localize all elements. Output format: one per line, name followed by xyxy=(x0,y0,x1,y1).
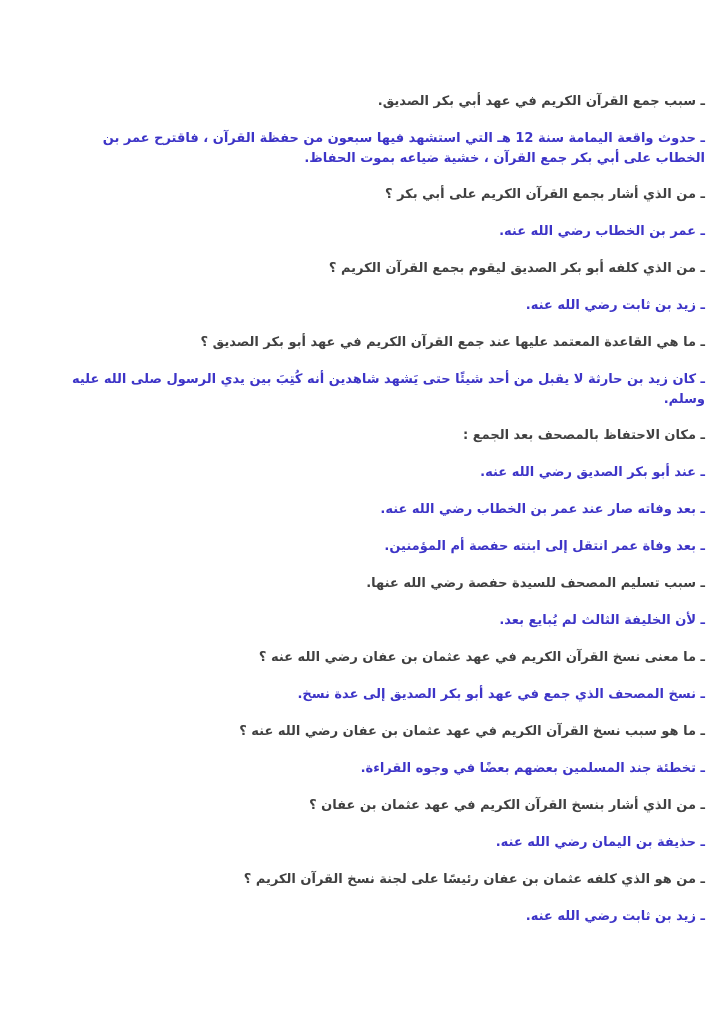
question-line: ـ ما معنى نسخ القرآن الكريم في عهد عثمان بن عفان رضي الله عنه ؟ xyxy=(258,650,705,665)
question-line: ـ سبب تسليم المصحف للسيدة حفصة رضي الله عنها. xyxy=(366,576,705,591)
answer-line: ـ كان زيد بن حارثة لا يقبل من أحد شيئًا حتى يَشهد شاهدين أنه كُتِبَ بين يدي الرسول صلى الله عليه وسلم. xyxy=(71,372,705,407)
question-line: ـ من الذي أشار بجمع القرآن الكريم على أبي بكر ؟ xyxy=(385,187,705,202)
answer-line: ـ عمر بن الخطاب رضي الله عنه. xyxy=(499,224,705,239)
answer-line: ـ بعد وفاة عمر انتقل إلى ابنته حفصة أم المؤمنين. xyxy=(384,539,705,554)
answer-line: ـ بعد وفاته صار عند عمر بن الخطاب رضي الله عنه. xyxy=(380,502,705,517)
answer-line: ـ لأن الخليفة الثالث لم يُبايع بعد. xyxy=(499,613,705,628)
answer-line: ـ عند أبو بكر الصديق رضي الله عنه. xyxy=(480,465,705,480)
question-line: ـ ما هو سبب نسخ القرآن الكريم في عهد عثمان بن عفان رضي الله عنه ؟ xyxy=(239,724,705,739)
answer-line: ـ حدوث واقعة اليمامة سنة 12 هـ التي استشهد فيها سبعون من حفظة القرآن ، فاقترح عمر بن الخطاب على أبي بكر جمع القرآن ، خشية ضياعه بموت الحفاظ. xyxy=(102,131,705,166)
answer-line: ـ زيد بن ثابت رضي الله عنه. xyxy=(525,909,705,924)
question-line: ـ من الذي أشار بنسخ القرآن الكريم في عهد عثمان بن عفان ؟ xyxy=(309,798,705,813)
answer-line: ـ زيد بن ثابت رضي الله عنه. xyxy=(525,298,705,313)
question-line: ـ من هو الذي كلفه عثمان بن عفان رئيسًا على لجنة نسخ القرآن الكريم ؟ xyxy=(243,872,705,887)
question-line: ـ ما هي القاعدة المعتمد عليها عند جمع القرآن الكريم في عهد أبو بكر الصديق ؟ xyxy=(200,335,705,350)
answer-line: ـ نسخ المصحف الذي جمع في عهد أبو بكر الصديق إلى عدة نسخ. xyxy=(297,687,705,702)
qa-list xyxy=(62,92,705,944)
answer-line: ـ تخطئة جند المسلمين بعضهم بعضًا في وجوه القراءة. xyxy=(360,761,705,776)
question-line: ـ مكان الاحتفاظ بالمصحف بعد الجمع : xyxy=(463,428,705,443)
answer-line: ـ حذيفة بن اليمان رضي الله عنه. xyxy=(495,835,705,850)
question-line: ـ من الذي كلفه أبو بكر الصديق ليقوم بجمع القرآن الكريم ؟ xyxy=(328,261,705,276)
question-line: ـ سبب جمع القرآن الكريم في عهد أبي بكر الصديق. xyxy=(377,94,705,109)
